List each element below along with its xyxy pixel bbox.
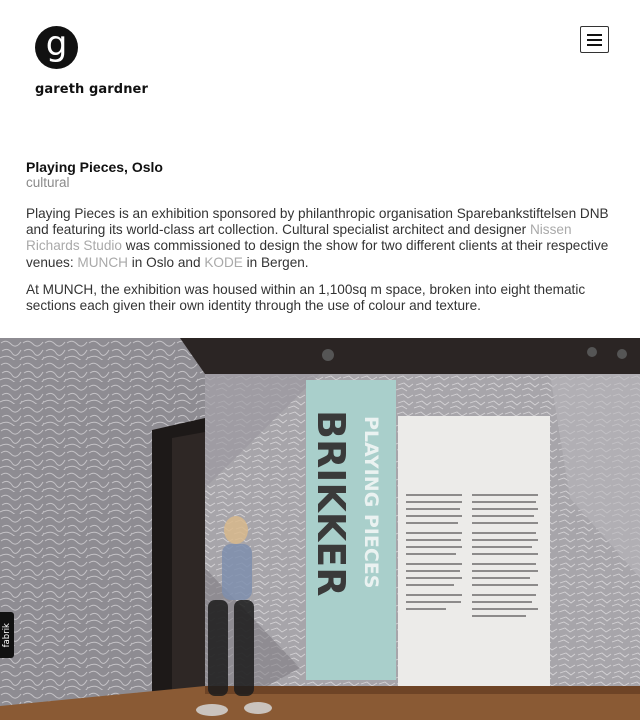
ceiling-light-icon (322, 349, 334, 361)
fabrik-label: fabrik (2, 622, 12, 648)
hamburger-icon-bar (587, 39, 602, 41)
hamburger-icon-bar (587, 44, 602, 46)
text-panel (398, 416, 550, 706)
text-segment: Playing Pieces is an exhibition sponsored by philanthropic organisation Sparebankstiftelsen DNB and featuring its world-class art collection. Cultural specialist architect and designer (26, 206, 609, 238)
banner-subtitle: PLAYING PIECES (360, 416, 382, 589)
page-title: Playing Pieces, Oslo (26, 159, 163, 175)
brand-name[interactable]: gareth gardner (35, 82, 148, 97)
exhibition-illustration (0, 338, 640, 720)
text-segment: was commissioned to design the show for two different clients at their respective venues: (26, 238, 609, 270)
link-munch[interactable]: MUNCH (77, 254, 128, 270)
logo-letter: g (45, 23, 68, 64)
banner-title: BRIKKER (309, 410, 353, 597)
menu-button[interactable] (580, 26, 609, 53)
ceiling-light-icon (617, 349, 627, 359)
logo-icon[interactable] (35, 23, 78, 69)
project-description (26, 206, 616, 271)
link-nissen-richards[interactable]: Nissen Richards Studio (26, 222, 572, 254)
fabrik-side-tab[interactable] (0, 612, 14, 658)
text-segment: in Oslo and (127, 254, 205, 270)
project-category: cultural (26, 175, 70, 190)
hamburger-icon (587, 34, 602, 36)
text-segment: in Bergen. (242, 254, 309, 270)
ceiling-light-icon (587, 347, 597, 357)
hero-photo (0, 338, 640, 720)
link-kode[interactable]: KODE (204, 254, 243, 270)
project-description-2: At MUNCH, the exhibition was housed within an 1,100sq m space, broken into eight thematic sections each given their own identity through the use of colour and texture. (26, 282, 586, 314)
